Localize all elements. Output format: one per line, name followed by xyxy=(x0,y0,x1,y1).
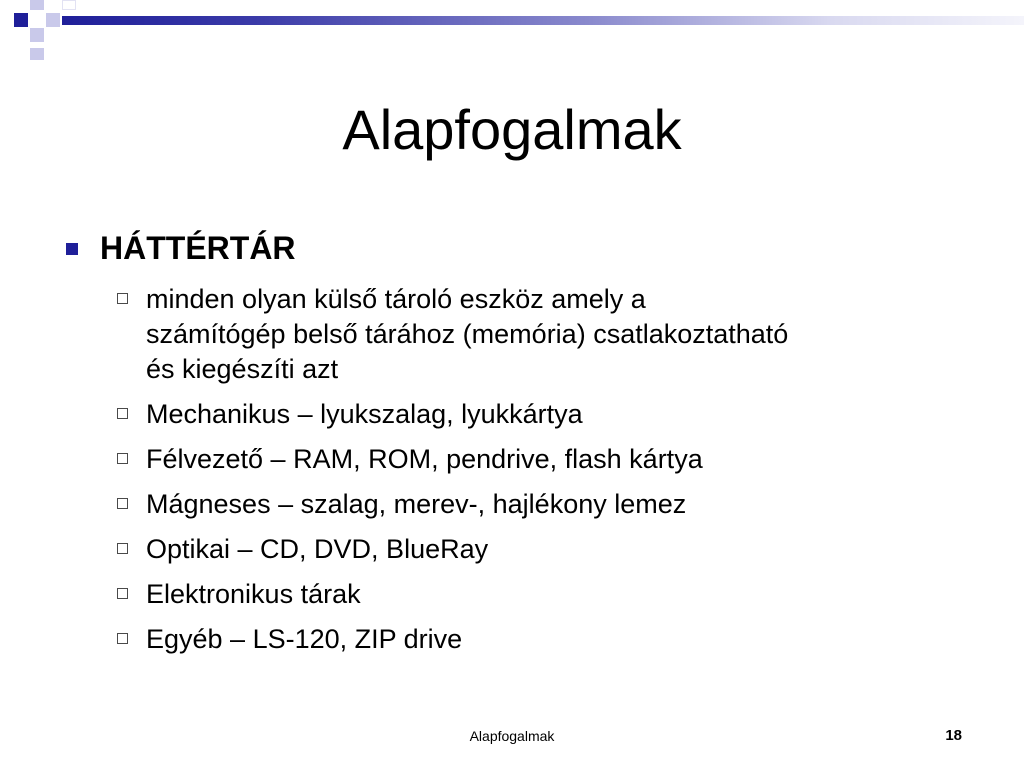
hollow-square-bullet-icon xyxy=(117,588,128,599)
list-item xyxy=(58,487,978,522)
list-item-text: Optikai – CD, DVD, BlueRay xyxy=(146,534,489,564)
hollow-square-bullet-icon xyxy=(117,453,128,464)
hollow-square-bullet-icon xyxy=(117,408,128,419)
slide-content xyxy=(58,224,978,657)
list-item-text: Félvezető – RAM, ROM, pendrive, flash kártya xyxy=(146,444,703,474)
hollow-square-bullet-icon xyxy=(117,543,128,554)
page-number: 18 xyxy=(945,727,962,744)
list-item-text: Mechanikus – lyukszalag, lyukkártya xyxy=(146,399,583,429)
header-gradient-bar xyxy=(62,16,1024,25)
decor-square xyxy=(0,28,12,42)
list-item-text-line: számítógép belső tárához (memória) csatlakoztatható xyxy=(146,319,789,349)
list-item xyxy=(58,442,978,477)
list-item-text: Elektronikus tárak xyxy=(146,579,361,609)
decor-square xyxy=(14,13,28,27)
decor-square xyxy=(14,30,28,42)
decor-square xyxy=(30,0,44,10)
list-item xyxy=(58,577,978,612)
list-item-text-line: minden olyan külső tároló eszköz amely a xyxy=(146,284,646,314)
footer-label: Alapfogalmak xyxy=(469,728,555,744)
bullet-heading xyxy=(58,224,978,272)
slide-title: Alapfogalmak xyxy=(342,98,682,161)
list-item xyxy=(58,397,978,432)
list-item-text-line: és kiegészíti azt xyxy=(146,354,339,384)
decor-square xyxy=(46,13,60,27)
filled-square-bullet-icon xyxy=(66,243,78,255)
hollow-square-bullet-icon xyxy=(117,633,128,644)
decor-square xyxy=(62,0,76,10)
list-item-text: Mágneses – szalag, merev-, hajlékony lemez xyxy=(146,489,687,519)
list-item-text: Egyéb – LS-120, ZIP drive xyxy=(146,624,463,654)
decor-square xyxy=(30,48,44,60)
heading-text: HÁTTÉRTÁR xyxy=(100,230,296,266)
decor-square xyxy=(30,28,44,42)
list-item xyxy=(58,622,978,657)
hollow-square-bullet-icon xyxy=(117,498,128,509)
hollow-square-bullet-icon xyxy=(117,293,128,304)
list-item xyxy=(58,282,978,387)
list-item xyxy=(58,532,978,567)
